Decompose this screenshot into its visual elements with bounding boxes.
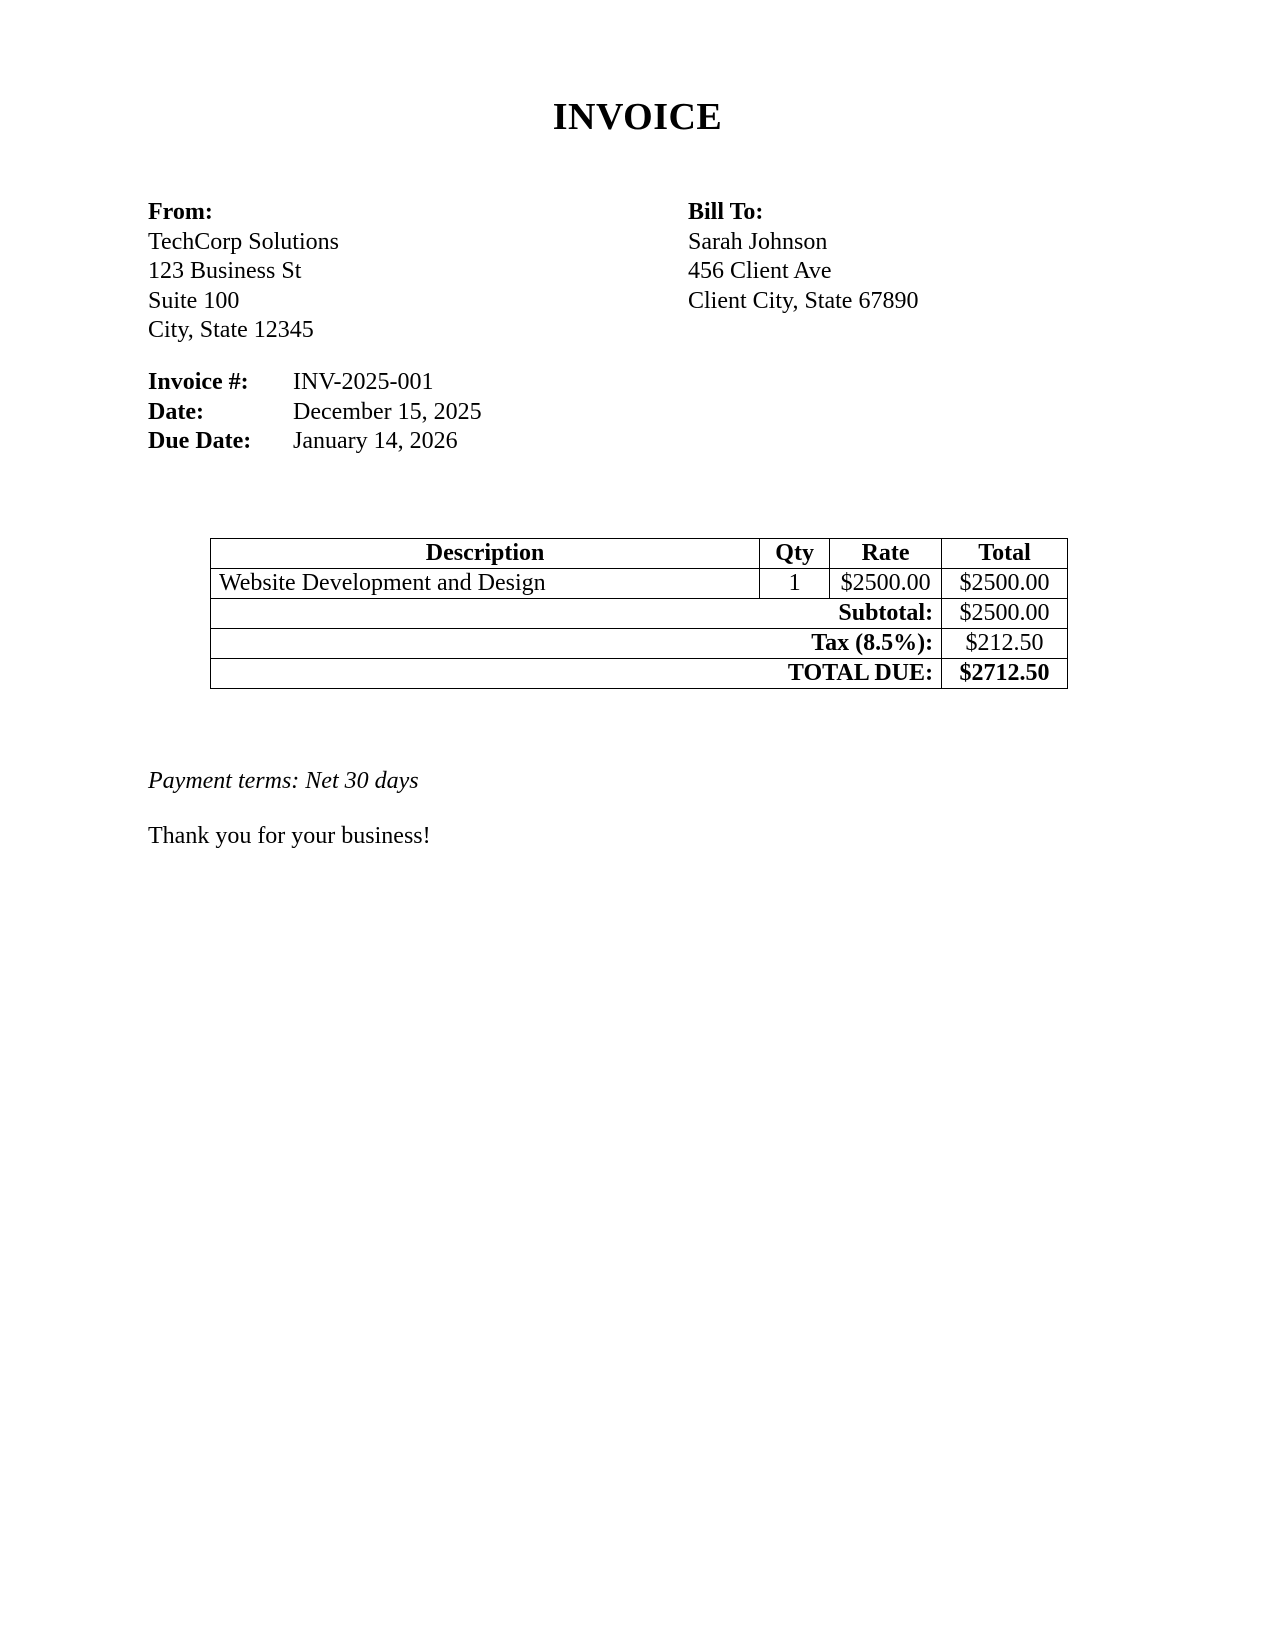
bill-to-block [688, 198, 918, 316]
bill-to-city: Client City, State 67890 [688, 287, 919, 314]
thank-you-note: Thank you for your business! [148, 823, 431, 849]
bill-to-name: Sarah Johnson [688, 228, 828, 255]
invoice-meta [148, 368, 482, 457]
payment-terms: Payment terms: Net 30 days [148, 768, 419, 794]
due-date-label: Due Date: [148, 428, 252, 454]
subtotal-label: Subtotal: [211, 599, 942, 629]
header-description: Description [211, 539, 760, 569]
due-date-value: January 14, 2026 [293, 428, 458, 454]
item-qty: 1 [760, 569, 830, 599]
tax-row [211, 629, 1068, 659]
bill-to-label: Bill To: [688, 199, 764, 225]
subtotal-value: $2500.00 [942, 599, 1068, 629]
from-suite: Suite 100 [148, 287, 240, 314]
from-label: From: [148, 199, 213, 225]
invoice-number-label: Invoice #: [148, 369, 249, 395]
page-title: INVOICE [552, 96, 723, 138]
from-city: City, State 12345 [148, 317, 314, 343]
header-total: Total [942, 539, 1068, 569]
header-rate: Rate [830, 539, 942, 569]
invoice-number-value: INV-2025-001 [293, 369, 434, 395]
table-header-row [211, 539, 1068, 569]
tax-label: Tax (8.5%): [211, 629, 942, 659]
total-due-value: $2712.50 [942, 659, 1068, 689]
total-due-label: TOTAL DUE: [211, 659, 942, 689]
line-items-table [210, 538, 1068, 689]
item-total: $2500.00 [942, 569, 1068, 599]
invoice-date-value: December 15, 2025 [293, 398, 482, 425]
invoice-date-label: Date: [148, 398, 204, 425]
line-item-row [211, 569, 1068, 599]
bill-to-street: 456 Client Ave [688, 258, 832, 284]
item-description: Website Development and Design [211, 569, 760, 599]
subtotal-row [211, 599, 1068, 629]
total-due-row [211, 659, 1068, 689]
from-block [148, 198, 339, 346]
item-rate: $2500.00 [830, 569, 942, 599]
from-street: 123 Business St [148, 258, 302, 284]
header-qty: Qty [760, 539, 830, 569]
from-company: TechCorp Solutions [148, 228, 339, 255]
tax-value: $212.50 [942, 629, 1068, 659]
